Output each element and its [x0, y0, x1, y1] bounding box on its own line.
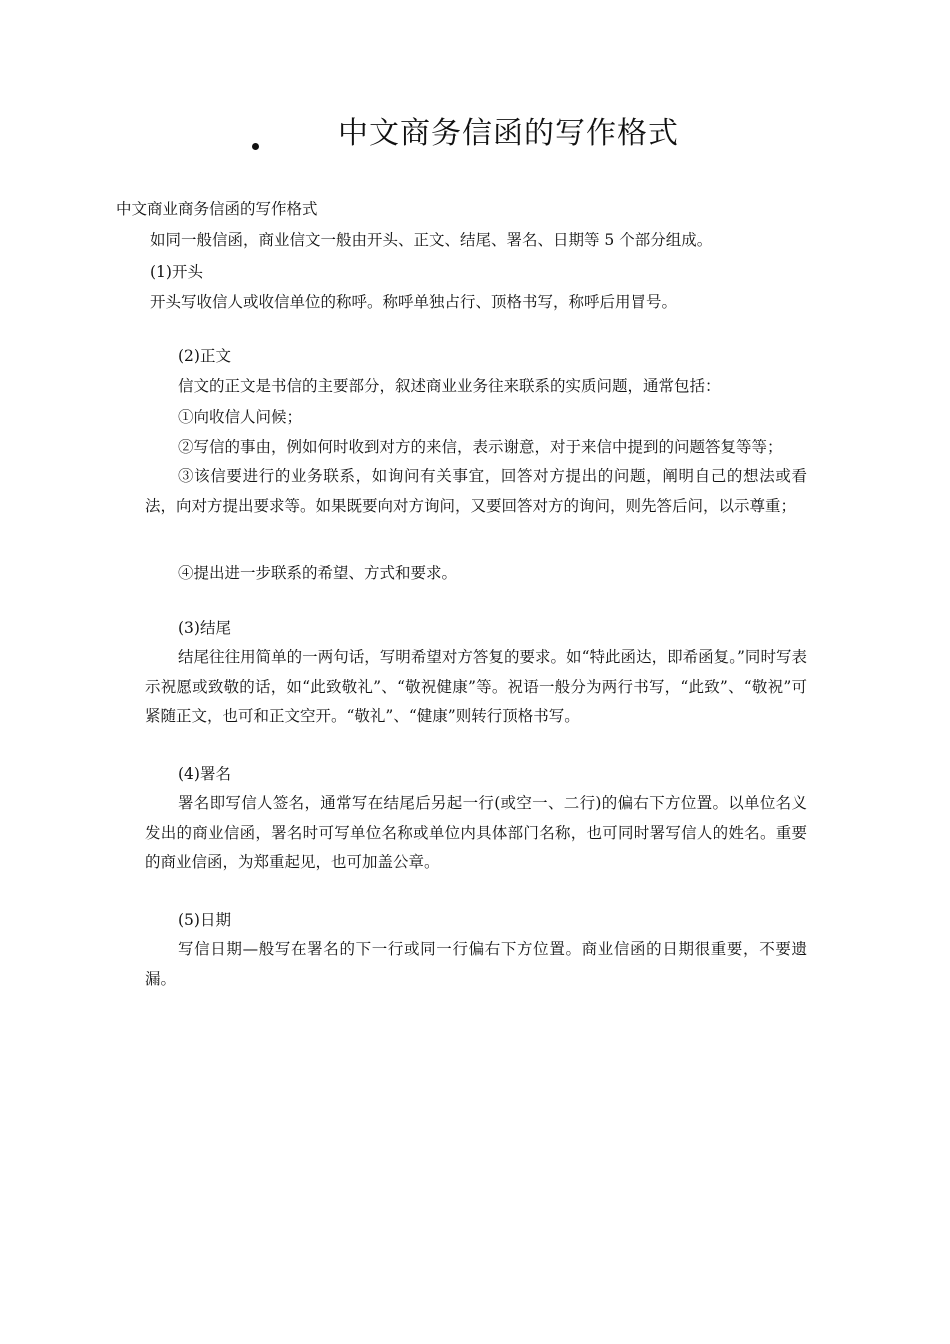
page-title: 中文商务信函的写作格式: [338, 116, 679, 151]
list-item-3: ③该信要进行的业务联系，如询问有关事宜，回答对方提出的问题，阐明自己的想法或看法，向对方提出要求等。如果既要向对方询问，又要回答对方的询问，则先答后问，以示尊重；: [145, 467, 807, 515]
section-heading-date: (5)日期: [178, 911, 231, 929]
section-body-closing: 结尾往往用简单的一两句话，写明希望对方答复的要求。如“特此函达，即希函复。”同时写表示祝愿或致敬的话，如“此致敬礼”、“敬祝健康”等。祝语一般分为两行书写，“此致”、“敬祝”可紧随正文，也可和正文空开。“敬礼”、“健康”则转行顶格书写。: [145, 648, 807, 725]
section-heading-closing: (3)结尾: [178, 619, 231, 637]
list-item-1: ①向收信人问候；: [178, 408, 303, 426]
subtitle: 中文商业商务信函的写作格式: [116, 200, 318, 218]
list-item-4: ④提出进一步联系的希望、方式和要求。: [178, 564, 458, 582]
section-heading-opening: (1)开头: [150, 263, 203, 281]
section-heading-signature: (4)署名: [178, 765, 231, 783]
section-body-main-text: 信文的正文是书信的主要部分，叙述商业业务往来联系的实质问题，通常包括：: [178, 377, 721, 395]
section-body-opening: 开头写收信人或收信单位的称呼。称呼单独占行、顶格书写，称呼后用冒号。: [150, 293, 678, 311]
bullet-dot: [252, 143, 259, 150]
section-body-date: 写信日期—般写在署名的下一行或同一行偏右下方位置。商业信函的日期很重要，不要遗漏。: [145, 940, 807, 988]
section-heading-main-text: (2)正文: [178, 347, 231, 365]
section-body-signature: 署名即写信人签名，通常写在结尾后另起一行(或空一、二行)的偏右下方位置。以单位名义发出的商业信函，署名时可写单位名称或单位内具体部门名称，也可同时署写信人的姓名。重要的商业信函，为郑重起见，也可加盖公章。: [145, 794, 807, 871]
intro-paragraph: 如同一般信函，商业信文一般由开头、正文、结尾、署名、日期等 5 个部分组成。: [150, 231, 713, 249]
list-item-2: ②写信的事由，例如何时收到对方的来信，表示谢意，对于来信中提到的问题答复等等；: [178, 438, 783, 456]
